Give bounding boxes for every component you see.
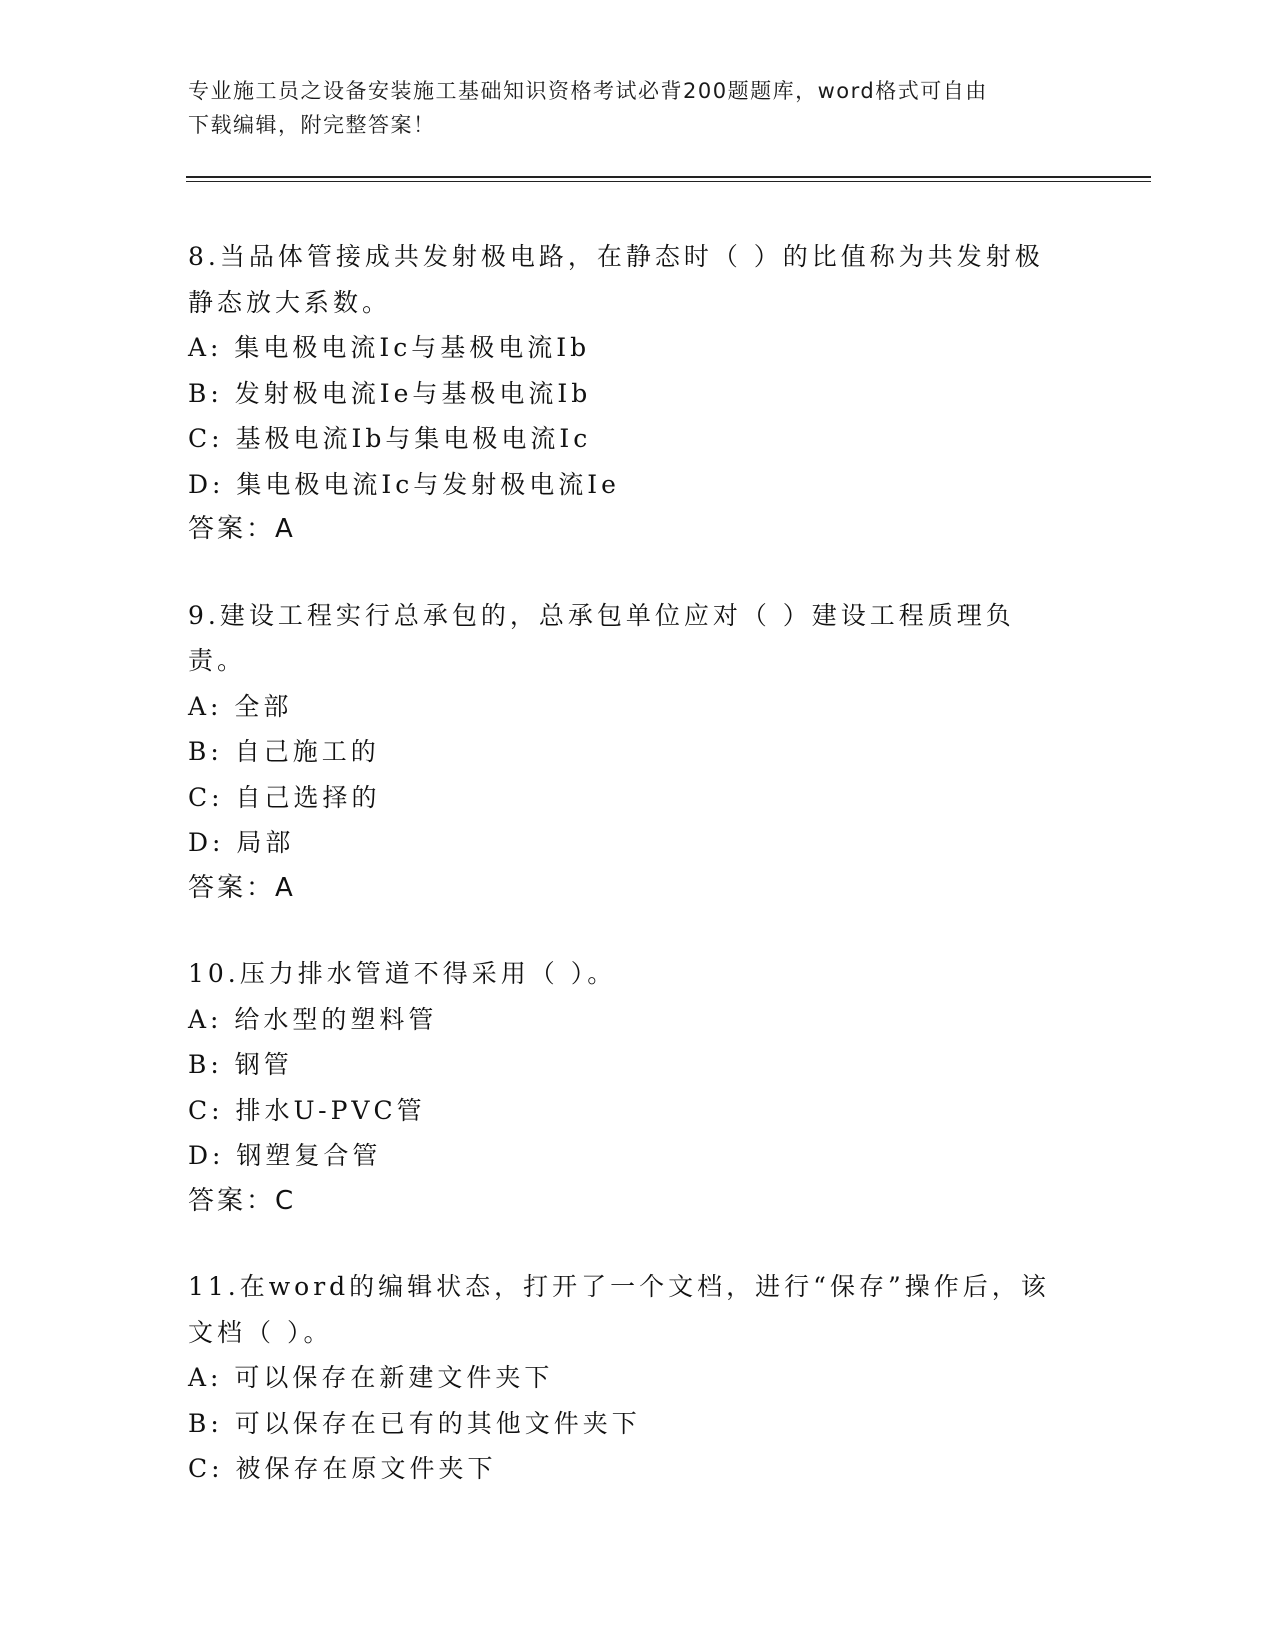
option-c: C: 自己选择的 <box>188 782 381 812</box>
question-stem: 8.当品体管接成共发射极电路，在静态时（ ）的比值称为共发射极静态放大系数。 <box>188 242 1044 317</box>
question-10 <box>188 951 1088 1224</box>
option-a: A: 给水型的塑料管 <box>188 1004 438 1034</box>
option-d: D: 集电极电流Ic与发射极电流Ie <box>188 469 620 499</box>
option-b: B: 发射极电流Ie与基极电流Ib <box>188 378 592 408</box>
option-b: B: 可以保存在已有的其他文件夹下 <box>188 1408 641 1438</box>
question-8 <box>188 234 1088 553</box>
question-stem: 9.建设工程实行总承包的，总承包单位应对（ ）建设工程质理负责。 <box>188 600 1015 675</box>
question-list <box>188 234 1088 1532</box>
question-11 <box>188 1264 1088 1492</box>
option-a: A: 集电极电流Ic与基极电流Ib <box>188 333 591 362</box>
option-d: D: 钢塑复合管 <box>188 1141 382 1170</box>
header-rule-thick <box>186 176 1151 178</box>
option-d: D: 局部 <box>188 828 295 857</box>
option-b: B: 自己施工的 <box>188 737 380 766</box>
option-c: C: 基极电流Ib与集电极电流Ic <box>188 424 592 453</box>
answer-line: 答案：A <box>188 872 296 903</box>
option-c: C: 被保存在原文件夹下 <box>188 1454 497 1483</box>
answer-line: 答案：C <box>188 1185 297 1216</box>
option-b: B: 钢管 <box>188 1050 293 1079</box>
header-line-1: 专业施工员之设备安装施工基础知识资格考试必背200题题库，word格式可自由 <box>188 79 988 103</box>
option-a: A: 全部 <box>188 691 293 721</box>
question-stem: 10.压力排水管道不得采用（ ）。 <box>188 959 617 988</box>
document-header <box>188 74 1078 142</box>
question-9 <box>188 593 1088 912</box>
option-a: A: 可以保存在新建文件夹下 <box>188 1363 554 1392</box>
question-stem: 11.在word的编辑状态，打开了一个文档，进行“保存”操作后，该文档（ ）。 <box>188 1272 1050 1347</box>
header-line-2: 下载编辑，附完整答案！ <box>188 113 436 137</box>
answer-line: 答案：A <box>188 514 296 544</box>
header-rule-thin <box>186 181 1151 182</box>
option-c: C: 排水U-PVC管 <box>188 1095 426 1125</box>
